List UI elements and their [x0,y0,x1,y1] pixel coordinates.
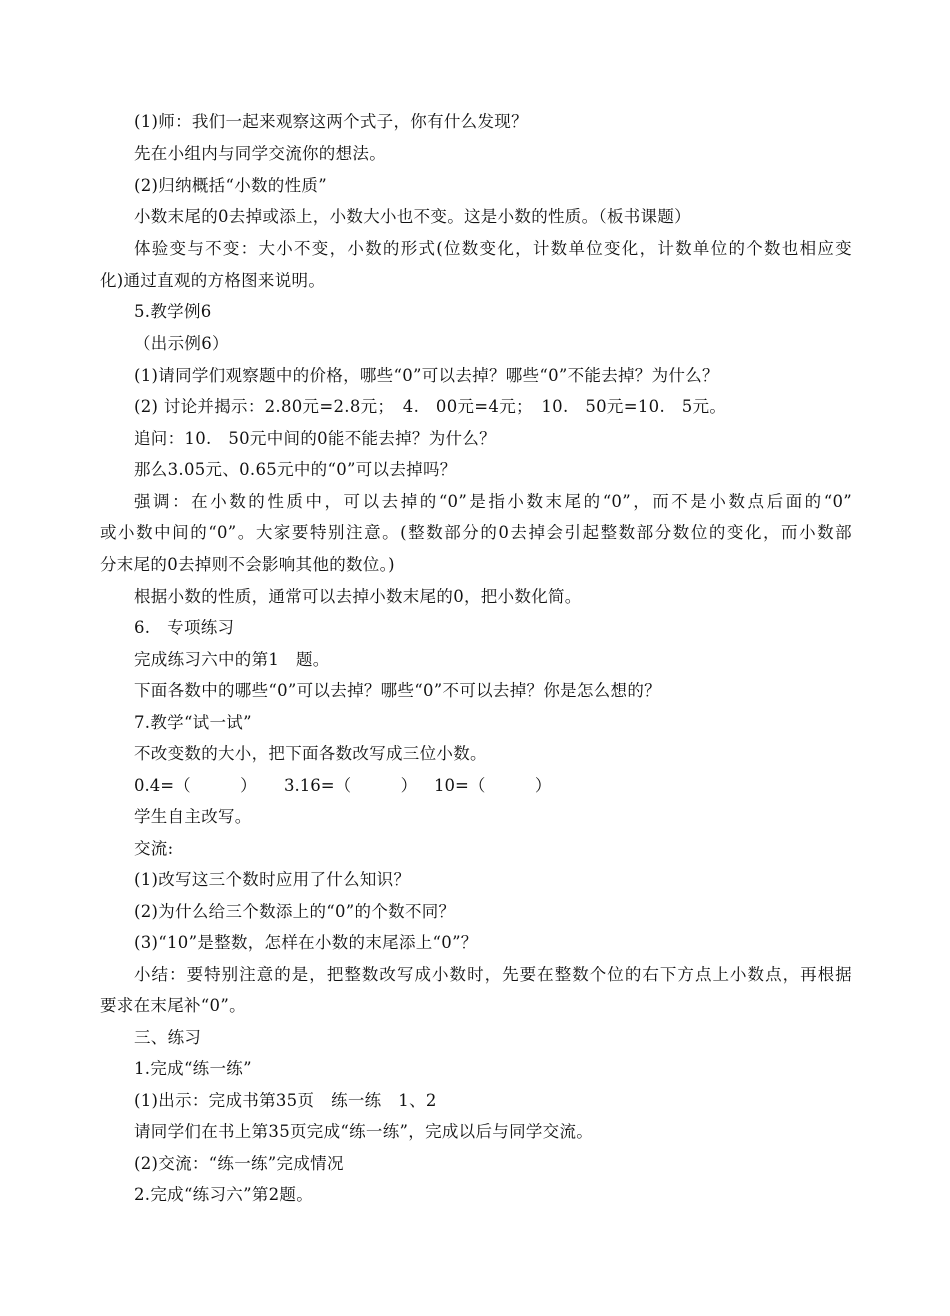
paragraph-show-example-6: （出示例6） [134,334,229,353]
paragraph-rewrite-three-decimals: 不改变数的大小，把下面各数改写成三位小数。 [134,744,487,763]
heading-special-practice: 6. 专项练习 [134,618,235,637]
paragraph-emphasis: 强调：在小数的性质中，可以去掉的“0”是指小数末尾的“0”，而不是小数点后面的“0” [134,492,852,511]
blank-item: 0.4=（ ） [134,776,257,795]
paragraph-question-3: (3)“10”是整数，怎样在小数的末尾添上“0”？ [134,933,478,952]
paragraph-complete-and-exchange: 请同学们在书上第35页完成“练一练”，完成以后与同学交流。 [134,1122,594,1141]
paragraph-show-book-page: (1)出示：完成书第35页 练一练 1、2 [134,1091,437,1110]
paragraph-emphasis-cont-1: 或小数中间的“0”。大家要特别注意。(整数部分的0去掉会引起整数部分数位的变化，而小数部 [100,523,852,542]
paragraph-question-zeros: 那么3.05元、0.65元中的“0”可以去掉吗？ [134,460,457,479]
fill-in-blanks-row [134,775,554,797]
paragraph-exchange-status: (2)交流：“练一练”完成情况 [134,1154,344,1173]
paragraph-change-invariance-cont: 化)通过直观的方格图来说明。 [100,271,326,290]
paragraph-question-2: (2)为什么给三个数添上的“0”的个数不同？ [134,902,456,921]
paragraph-simplify-decimal: 根据小数的性质，通常可以去掉小数末尾的0，把小数化简。 [134,587,582,606]
blank-item: 10=（ ） [434,776,552,795]
paragraph-exchange: 交流: [134,839,174,858]
paragraph-summary-cont: 要求在末尾补“0”。 [100,996,246,1015]
paragraph-students-rewrite: 学生自主改写。 [134,807,252,826]
paragraph-summary: 小结：要特别注意的是，把整数改写成小数时，先要在整数个位的右下方点上小数点，再根据 [134,965,852,984]
paragraph-summarize-property: (2)归纳概括“小数的性质” [134,176,327,195]
paragraph-discuss-reveal: (2) 讨论并揭示：2.80元=2.8元； 4. 00元=4元； 10. 50元=10. 5元。 [134,397,727,416]
paragraph-teacher-observe: (1)师：我们一起来观察这两个式子，你有什么发现？ [134,112,528,131]
paragraph-follow-up: 追问：10. 50元中间的0能不能去掉？为什么？ [134,429,496,448]
heading-try-it: 7.教学“试一试” [134,713,252,732]
paragraph-change-invariance: 体验变与不变：大小不变，小数的形式(位数变化，计数单位变化，计数单位的个数也相应变 [134,239,852,258]
paragraph-question-1: (1)改写这三个数时应用了什么知识？ [134,870,411,889]
heading-example-6: 5.教学例6 [134,302,212,321]
heading-complete-practice-one: 1.完成“练一练” [134,1059,252,1078]
paragraph-exercise-6-q2: 2.完成“练习六”第2题。 [134,1185,314,1204]
paragraph-decimal-property: 小数末尾的0去掉或添上，小数大小也不变。这是小数的性质。（板书课题） [134,207,691,226]
paragraph-observe-prices: (1)请同学们观察题中的价格，哪些“0”可以去掉？哪些“0”不能去掉？为什么？ [134,366,719,385]
paragraph-emphasis-cont-2: 分末尾的0去掉则不会影响其他的数位。) [100,555,395,574]
heading-practice: 三、练习 [134,1028,202,1047]
paragraph-group-discuss: 先在小组内与同学交流你的想法。 [134,144,386,163]
paragraph-which-zeros: 下面各数中的哪些“0”可以去掉？哪些“0”不可以去掉？你是怎么想的？ [134,681,661,700]
paragraph-exercise-6-q1: 完成练习六中的第1 题。 [134,650,330,669]
blank-item: 3.16=（ ） [284,776,418,795]
